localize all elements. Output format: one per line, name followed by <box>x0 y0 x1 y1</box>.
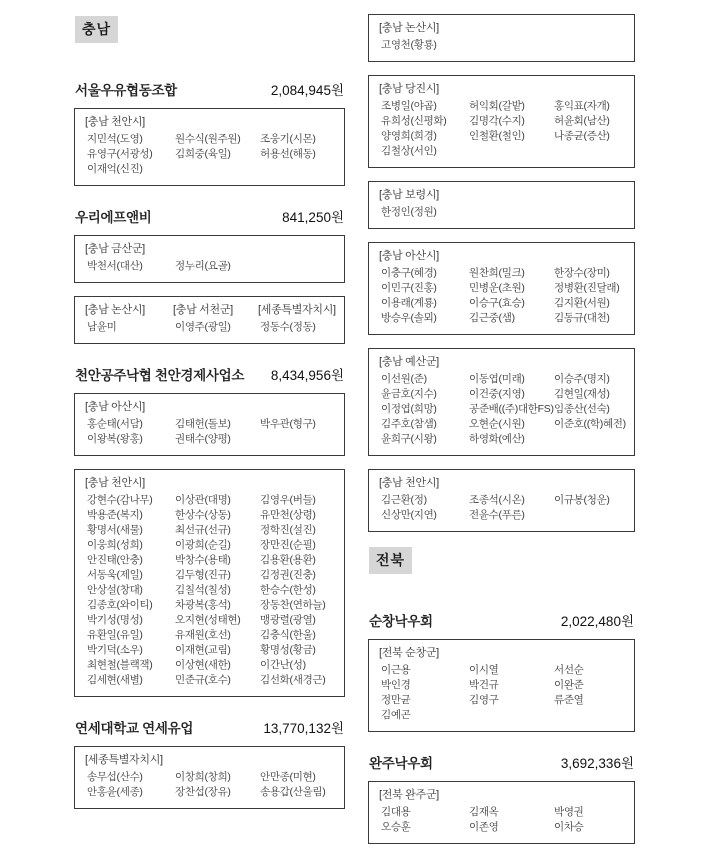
member-name: 원수식(원주원) <box>175 133 241 145</box>
multi-header-grid <box>85 303 334 335</box>
section-amount: 2,084,945원 <box>270 83 344 98</box>
member-name: 김영우(버들) <box>260 494 316 506</box>
name-group-box <box>368 348 635 456</box>
member-name: 이선원(준) <box>381 373 427 385</box>
member-name: 방승우(솔뫼) <box>381 312 437 324</box>
member-name: 윤희구(시왕) <box>381 433 437 445</box>
member-name: 홍익표(자개) <box>554 100 610 112</box>
member-name: 원찬희(밀크) <box>469 267 525 279</box>
member-name: 이영주(광일) <box>175 321 231 333</box>
group-column <box>173 320 258 335</box>
group-location-header: [충남 예산군] <box>379 356 439 368</box>
member-name: 최현철(블랙잭) <box>87 659 153 671</box>
member-name: 김명각(수지) <box>469 115 525 127</box>
member-name: 이왕복(왕홍) <box>87 433 143 445</box>
section-title: 완주낙우회 <box>369 756 433 771</box>
member-name: 유환일(유일) <box>87 629 143 641</box>
member-name: 고영천(황룡) <box>381 39 437 51</box>
member-name: 민준규(호수) <box>175 674 231 686</box>
section-amount: 13,770,132원 <box>263 721 344 736</box>
member-name: 안홍윤(세종) <box>87 786 143 798</box>
section-amount: 8,434,956원 <box>270 368 344 383</box>
member-name: 김두형(진규) <box>175 569 231 581</box>
section-title: 순창낙우회 <box>369 614 433 629</box>
section-title-row <box>74 206 345 226</box>
member-name: 박창수(용태) <box>175 554 231 566</box>
member-name: 김칠석(칠성) <box>175 584 231 596</box>
member-name: 허익회(갈밭) <box>469 100 525 112</box>
names-grid <box>379 38 624 53</box>
section-title-row <box>368 610 635 630</box>
member-name: 이상관(대명) <box>175 494 231 506</box>
member-name: 김태헌(돌보) <box>175 418 231 430</box>
member-name: 홍순태(서담) <box>87 418 143 430</box>
name-group-box <box>74 393 345 456</box>
group-location-header: [세종특별자치시] <box>258 304 336 316</box>
group-column <box>85 320 173 335</box>
member-name: 유영구(서광성) <box>87 148 153 160</box>
member-name: 이웅희(성희) <box>87 539 143 551</box>
member-name: 안만종(미현) <box>260 771 316 783</box>
member-name: 유만천(상령) <box>260 509 316 521</box>
member-name: 이창희(창희) <box>175 771 231 783</box>
member-name: 임종산(선숙) <box>554 403 610 415</box>
member-name: 지민석(도영) <box>87 133 143 145</box>
member-name: 유재원(호선) <box>175 629 231 641</box>
group-column <box>258 320 336 335</box>
section-title-row <box>74 717 345 737</box>
member-name: 이민구(진홍) <box>381 282 437 294</box>
member-name: 윤금호(지수) <box>381 388 437 400</box>
member-name: 송무섭(산수) <box>87 771 143 783</box>
group-location-header: [전북 완주군] <box>379 789 439 801</box>
member-name: 나종균(증산) <box>554 130 610 142</box>
member-name: 정병환(진달래) <box>554 282 620 294</box>
member-name: 맹광렬(광열) <box>260 614 316 626</box>
member-name: 정학진(설진) <box>260 524 316 536</box>
member-name: 이재억(신진) <box>87 163 143 175</box>
member-name: 이근용 <box>381 664 411 676</box>
names-grid <box>85 770 334 800</box>
member-name: 이승구(효승) <box>469 297 525 309</box>
member-name: 이시열 <box>469 664 499 676</box>
member-name: 정누리(요골) <box>175 260 231 272</box>
member-name: 김지환(서원) <box>554 297 610 309</box>
name-group-box <box>368 242 635 335</box>
member-name: 장만진(순필) <box>260 539 316 551</box>
group-location-header: [충남 아산시] <box>85 401 145 413</box>
group-location-header: [충남 아산시] <box>379 250 439 262</box>
group-location-header: [충남 논산시] <box>379 22 439 34</box>
member-name: 이존영 <box>469 821 499 833</box>
names-grid <box>85 132 334 177</box>
member-name: 김세현(새별) <box>87 674 143 686</box>
member-name: 이광희(순길) <box>175 539 231 551</box>
member-name: 황명서(새물) <box>87 524 143 536</box>
member-name: 이재현(교림) <box>175 644 231 656</box>
member-name: 안상설(창대) <box>87 584 143 596</box>
member-name: 이동엽(미래) <box>469 373 525 385</box>
member-name: 박천서(대산) <box>87 260 143 272</box>
member-name: 박기덕(소우) <box>87 644 143 656</box>
member-name: 박건규 <box>469 679 499 691</box>
names-grid <box>379 805 624 835</box>
member-name: 류준열 <box>554 694 584 706</box>
section-title: 연세대학교 연세유업 <box>75 721 194 736</box>
name-group-box <box>74 235 345 283</box>
column-left <box>74 0 345 822</box>
member-name: 한정인(정원) <box>381 206 437 218</box>
names-grid <box>379 663 624 723</box>
member-name: 김철상(서인) <box>381 145 437 157</box>
member-name: 허용선(해동) <box>260 148 316 160</box>
section-title: 천안공주낙협 천안경제사업소 <box>75 368 245 383</box>
group-location-header: [충남 천안시] <box>85 116 145 128</box>
group-location-header: [충남 천안시] <box>379 477 439 489</box>
group-location-header: [충남 보령시] <box>379 189 439 201</box>
names-grid <box>379 493 624 523</box>
member-name: 김용환(용환) <box>260 554 316 566</box>
names-grid <box>379 372 624 447</box>
section-title-row <box>74 364 345 384</box>
member-name: 박용준(복지) <box>87 509 143 521</box>
member-name: 안진태(안충) <box>87 554 143 566</box>
member-name: 김주호(참샘) <box>381 418 437 430</box>
member-name: 김현일(재성) <box>554 388 610 400</box>
member-name: 김영구 <box>469 694 499 706</box>
member-name: 허윤회(남산) <box>554 115 610 127</box>
member-name: 김충식(한울) <box>260 629 316 641</box>
group-location-header: [충남 천안시] <box>85 477 145 489</box>
member-name: 조병일(야곱) <box>381 100 437 112</box>
member-name: 이정엽(희망) <box>381 403 437 415</box>
member-name: 이용래(계룡) <box>381 297 437 309</box>
member-name: 하영화(예산) <box>469 433 525 445</box>
member-name: 김대용 <box>381 806 411 818</box>
member-name: 박기성(명성) <box>87 614 143 626</box>
member-name: 박우관(형구) <box>260 418 316 430</box>
member-name: 인철환(철인) <box>469 130 525 142</box>
member-name: 김근환(정) <box>381 494 427 506</box>
member-name: 정만균 <box>381 694 411 706</box>
name-group-box <box>368 639 635 732</box>
group-location-header: [충남 서천군] <box>173 304 233 316</box>
member-name: 서동욱(제일) <box>87 569 143 581</box>
name-group-box <box>368 181 635 229</box>
name-group-box <box>74 108 345 186</box>
member-name: 최선규(선규) <box>175 524 231 536</box>
section-title-row <box>74 79 345 99</box>
name-group-box-multi <box>74 296 345 344</box>
member-name: 황명성(황금) <box>260 644 316 656</box>
names-grid <box>85 417 334 447</box>
names-grid <box>379 266 624 326</box>
member-name: 오승훈 <box>381 821 411 833</box>
section-title: 우리에프앤비 <box>75 210 152 225</box>
member-name: 송용갑(산울림) <box>260 786 326 798</box>
member-name: 김재옥 <box>469 806 499 818</box>
group-location-header: [충남 금산군] <box>85 243 145 255</box>
section-amount: 841,250원 <box>282 210 344 225</box>
member-name: 한상수(상동) <box>175 509 231 521</box>
member-name: 박인경 <box>381 679 411 691</box>
member-name: 권태수(양평) <box>175 433 231 445</box>
section-title-row <box>368 752 635 772</box>
member-name: 이완준 <box>554 679 584 691</box>
member-name: 김근중(샘) <box>469 312 515 324</box>
member-name: 신상만(지연) <box>381 509 437 521</box>
member-name: 김종호(와이티) <box>87 599 153 611</box>
member-name: 남윤미 <box>87 321 117 333</box>
member-name: 장동찬(연하늘) <box>260 599 326 611</box>
name-group-box <box>368 75 635 168</box>
member-name: 전윤수(푸른) <box>469 509 525 521</box>
name-group-box <box>368 14 635 62</box>
name-group-box <box>368 469 635 532</box>
name-group-box <box>368 781 635 844</box>
member-name: 이준호((학)혜전) <box>554 418 626 430</box>
name-group-box <box>74 469 345 697</box>
member-name: 이상현(새한) <box>175 659 231 671</box>
member-name: 정동수(정동) <box>260 321 316 333</box>
member-name: 오현순(시원) <box>469 418 525 430</box>
group-location-header: [충남 논산시] <box>85 304 145 316</box>
member-name: 공준배((주)대한FS) <box>469 403 554 415</box>
member-name: 한장수(장미) <box>554 267 610 279</box>
name-group-box <box>74 746 345 809</box>
member-name: 김동규(대천) <box>554 312 610 324</box>
member-name: 이승주(명지) <box>554 373 610 385</box>
member-name: 김예곤 <box>381 709 411 721</box>
section-amount: 2,022,480원 <box>560 614 634 629</box>
member-name: 민병운(초원) <box>469 282 525 294</box>
region-badge: 전북 <box>369 547 412 574</box>
section-amount: 3,692,336원 <box>560 756 634 771</box>
member-name: 조웅기(시몬) <box>260 133 316 145</box>
member-name: 김선화(새경근) <box>260 674 326 686</box>
member-name: 김정권(진충) <box>260 569 316 581</box>
member-name: 이간난(성) <box>260 659 306 671</box>
member-name: 양영희(희경) <box>381 130 437 142</box>
names-grid <box>379 205 624 220</box>
names-grid <box>379 99 624 159</box>
member-name: 서선순 <box>554 664 584 676</box>
group-location-header: [충남 당진시] <box>379 83 439 95</box>
region-badge: 충남 <box>75 16 118 43</box>
names-grid <box>85 493 334 688</box>
member-name: 이규봉(청운) <box>554 494 610 506</box>
group-location-header: [세종특별자치시] <box>85 754 163 766</box>
member-name: 장찬섭(장유) <box>175 786 231 798</box>
member-name: 한승수(한성) <box>260 584 316 596</box>
member-name: 이건중(지영) <box>469 388 525 400</box>
member-name: 조종석(시온) <box>469 494 525 506</box>
group-location-header: [전북 순창군] <box>379 647 439 659</box>
member-name: 이충구(혜경) <box>381 267 437 279</box>
member-name: 김희중(육일) <box>175 148 231 160</box>
column-right <box>368 0 635 857</box>
names-grid <box>85 259 334 274</box>
member-name: 차광복(홍석) <box>175 599 231 611</box>
member-name: 이차승 <box>554 821 584 833</box>
section-title: 서울우유협동조합 <box>75 83 177 98</box>
member-name: 오지현(성태현) <box>175 614 241 626</box>
member-name: 유희성(신평화) <box>381 115 447 127</box>
member-name: 박영권 <box>554 806 584 818</box>
member-name: 강현수(감나무) <box>87 494 153 506</box>
